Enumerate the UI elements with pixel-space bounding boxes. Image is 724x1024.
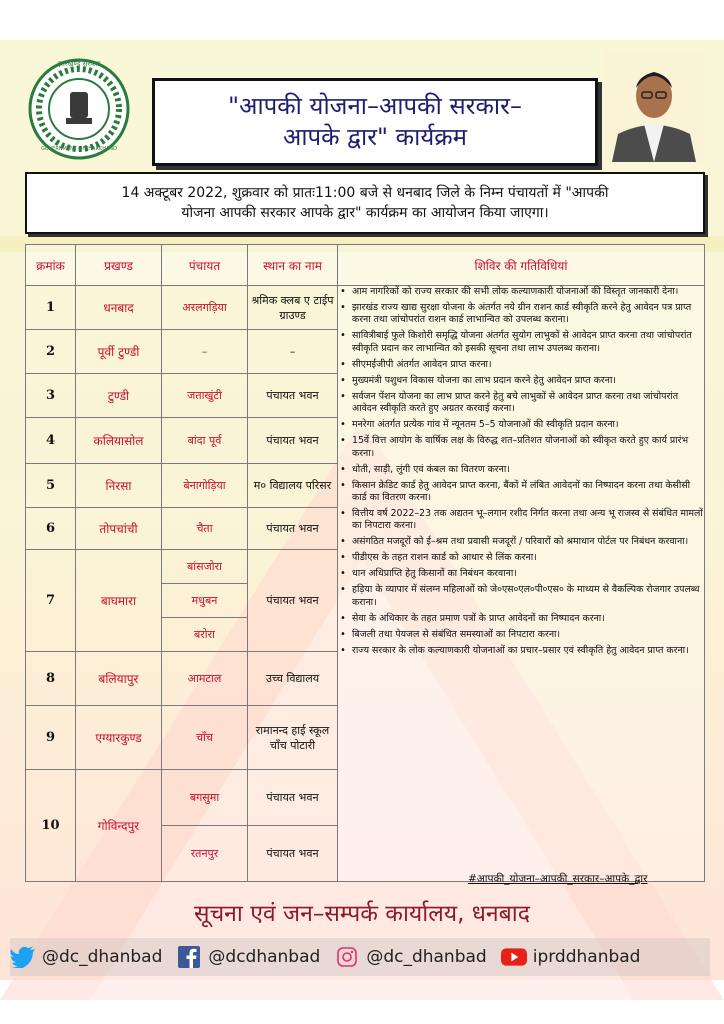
- row-panchayat: –: [162, 330, 248, 374]
- instagram-icon: [334, 946, 360, 968]
- jharkhand-emblem-icon: [28, 58, 130, 160]
- youtube-handle: iprddhanbad: [532, 947, 641, 967]
- list-item: • धान अधिप्राप्ति हेतु किसानों का निबंधन करवाना।: [352, 568, 704, 580]
- social-facebook[interactable]: [176, 946, 320, 968]
- row-sno: 6: [26, 508, 76, 550]
- row-block: एग्यारकुण्ड: [76, 706, 162, 770]
- row-sno: 8: [26, 652, 76, 706]
- list-item: • आम नागरिकों को राज्य सरकार की सभी लोक कल्याणकारी योजनाओं की विस्तृत जानकारी देना।: [352, 286, 704, 298]
- row-panchayat: चैता: [162, 508, 248, 550]
- row-panchayat: बांदा पूर्व: [162, 418, 248, 464]
- row-block: तोपचांची: [76, 508, 162, 550]
- row-panchayat: अरलगड़िया: [162, 286, 248, 330]
- youtube-icon: [501, 946, 527, 968]
- row-panchayat: बगसुमा: [162, 770, 248, 826]
- list-item: • धोती, साड़ी, लुंगी एवं कंबल का वितरण करना।: [352, 464, 704, 476]
- row-venue: उच्च विद्यालय: [248, 652, 338, 706]
- table-header-row: [26, 245, 705, 286]
- row-panchayat: जताखुंटी: [162, 374, 248, 418]
- row-venue: श्रमिक क्लब ए टाईप ग्राउण्ड: [248, 286, 338, 330]
- row-venue: म० विद्यालय परिसर: [248, 464, 338, 508]
- header-venue: स्थान का नाम: [248, 245, 338, 286]
- header-sno: क्रमांक: [26, 245, 76, 286]
- list-item: • मनरेगा अंतर्गत प्रत्येक गांव में न्यूनतम 5–5 योजनाओं की स्वीकृति प्रदान करना।: [352, 419, 704, 431]
- list-item: • असंगठित मजदूरों को ई–श्रम तथा प्रवासी मजदूरों / परिवारों को श्रमाधान पोर्टल पर निबंधन करवाना।: [352, 536, 704, 548]
- list-item: • मुख्यमंत्री पशुधन विकास योजना का लाभ प्रदान करने हेतु आवेदन प्राप्त करना।: [352, 375, 704, 387]
- row-block: बाघमारा: [76, 550, 162, 652]
- list-item: • सीएमईजीपी अंतर्गत आवेदन प्राप्त करना।: [352, 359, 704, 371]
- row-block: बलियापुर: [76, 652, 162, 706]
- row-sno: 10: [26, 770, 76, 882]
- title-line-2: आपके द्वार" कार्यक्रम: [282, 123, 468, 151]
- list-item: • राज्य सरकार के लोक कल्याणकारी योजनाओं का प्रचार–प्रसार एवं स्वीकृति हेतु आवेदन प्राप्त करना।: [352, 645, 704, 657]
- row-venue: पंचायत भवन: [248, 550, 338, 652]
- twitter-handle: @dc_dhanbad: [42, 947, 163, 967]
- row-panchayat: बेनागोड़िया: [162, 464, 248, 508]
- announcement-line-1: 14 अक्टूबर 2022, शुक्रवार को प्रातः11:00 बजे से धनबाद जिले के निम्न पंचायतों में "आपकी: [121, 185, 609, 201]
- hashtag: #आपकी_योजना–आपकी_सरकार–आपके_द्वार: [468, 873, 648, 885]
- row-venue: पंचायत भवन: [248, 374, 338, 418]
- list-item: • बिजली तथा पेयजल से संबंधित समस्याओं का निपटारा करना।: [352, 629, 704, 641]
- row-sno: 1: [26, 286, 76, 330]
- social-youtube[interactable]: [501, 946, 641, 968]
- title-box: [152, 78, 598, 166]
- row-block: गोविन्दपुर: [76, 770, 162, 882]
- social-twitter[interactable]: [10, 946, 162, 968]
- row-sno: 7: [26, 550, 76, 652]
- list-item: • हड़िया के व्यापार में संलग्न महिलाओं को जे०एस०एल०पी०एस० के माध्यम से वैकल्पिक रोजगार उपलब्ध कराना।: [352, 584, 704, 609]
- row-sno: 9: [26, 706, 76, 770]
- row-sno: 5: [26, 464, 76, 508]
- row-venue: पंचायत भवन: [248, 508, 338, 550]
- row-panchayat: बरोरा: [162, 618, 248, 652]
- row-venue: पंचायत भवन: [248, 418, 338, 464]
- row-block: पूर्वी टुण्डी: [76, 330, 162, 374]
- row-venue: पंचायत भवन: [248, 770, 338, 826]
- row-panchayat: रतनपुर: [162, 826, 248, 882]
- row-venue: –: [248, 330, 338, 374]
- instagram-handle: @dc_dhanbad: [366, 947, 487, 967]
- social-bar: [10, 938, 710, 976]
- facebook-handle: @dcdhanbad: [208, 947, 321, 967]
- row-block: धनबाद: [76, 286, 162, 330]
- header-panchayat: पंचायत: [162, 245, 248, 286]
- twitter-icon: [10, 946, 36, 968]
- emblem-text-bottom: GOVERNMENT OF JHARKHAND: [41, 146, 117, 152]
- facebook-icon: [176, 946, 202, 968]
- row-block: कलियासोल: [76, 418, 162, 464]
- footer-office-title: सूचना एवं जन–सम्पर्क कार्यालय, धनबाद: [194, 901, 530, 927]
- schedule-table: [25, 244, 705, 882]
- title-line-1: "आपकी योजना–आपकी सरकार–: [228, 92, 522, 120]
- row-block: टुण्डी: [76, 374, 162, 418]
- row-sno: 4: [26, 418, 76, 464]
- announcement-line-2: योजना आपकी सरकार आपके द्वार" कार्यक्रम का आयोजन किया जाएगा।: [181, 205, 549, 221]
- row-panchayat: आमटाल: [162, 652, 248, 706]
- list-item: • 15वें वित्त आयोग के वार्षिक लक्ष के विरुद्ध शत–प्रतिशत योजनाओं को स्वीकृत करते हुए कार्य प्रारंभ करना।: [352, 435, 704, 460]
- header-block: प्रखण्ड: [76, 245, 162, 286]
- list-item: • सेवा के अधिकार के तहत प्रमाण पत्रों के प्राप्त आवेदनों का निष्पादन करना।: [352, 613, 704, 625]
- row-sno: 3: [26, 374, 76, 418]
- table-row: [26, 286, 705, 330]
- header-activities: शिविर की गतिविधियां: [338, 245, 705, 286]
- list-item: • वित्तीय वर्ष 2022–23 तक अद्यतन भू–लगान रशीद निर्गत करना तथा अन्य भू राजस्व से संबंधित मामलों का निपटारा करना।: [352, 508, 704, 533]
- activities-list: [338, 286, 704, 657]
- row-panchayat: मधुबन: [162, 584, 248, 618]
- person-photo: [604, 50, 704, 162]
- list-item: • सर्वजन पेंशन योजना का लाभ प्राप्त करने हेतु बचे लाभुकों से आवेदन प्राप्त करना तथा जांचोपरांत आवेदन स्वीकृति करते हुए अग्रतर करवाई करना।: [352, 391, 704, 416]
- list-item: • सावित्रीबाई फुले किशोरी समृद्धि योजना अंतर्गत सुयोग लाभुकों से आवेदन प्राप्त करना तथा जांचोपरांत स्वीकृति प्रदान कर लाभान्वित को इसकी सूचना तथा लाभ उपलब्ध कराना।: [352, 330, 704, 355]
- social-instagram[interactable]: [334, 946, 486, 968]
- row-block: निरसा: [76, 464, 162, 508]
- list-item: • झारखंड राज्य खाद्य सुरक्षा योजना के अंतर्गत नये ग्रीन राशन कार्ड स्वीकृति करने हेतु आवेदन पत्र प्राप्त करना तथा जांचोपरांत राशन कार्ड लाभान्वित को उपलब्ध कराना।: [352, 302, 704, 327]
- list-item: • किसान क्रेडिट कार्ड हेतु आवेदन प्राप्त करना, बैंकों में लंबित आवेदनों का निष्पादन करना तथा केसीसी कार्ड का वितरण करना।: [352, 480, 704, 505]
- row-sno: 2: [26, 330, 76, 374]
- announcement-box: [25, 172, 705, 234]
- row-panchayat: बांसजोरा: [162, 550, 248, 584]
- activities-cell: [338, 286, 705, 882]
- row-venue: पंचायत भवन: [248, 826, 338, 882]
- list-item: • पीडीएस के तहत राशन कार्ड को आधार से लिंक करना।: [352, 552, 704, 564]
- row-venue: रामानन्द हाई स्कूल चाँच पोटारी: [248, 706, 338, 770]
- emblem-text-top: झारखण्ड सरकार: [57, 60, 101, 68]
- row-panchayat: चाँच: [162, 706, 248, 770]
